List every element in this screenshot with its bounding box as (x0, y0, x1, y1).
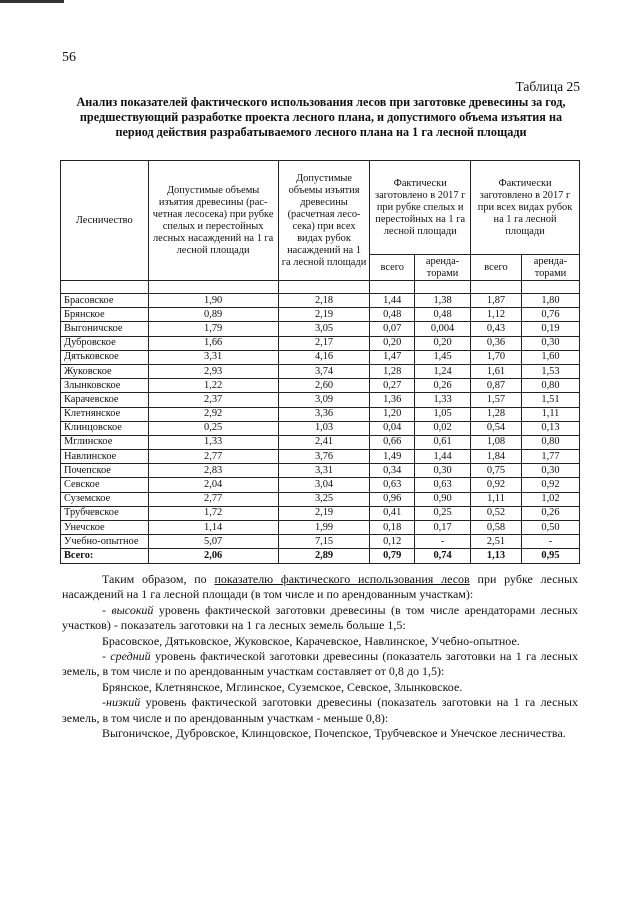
high-level-paragraph: - высокий уровень фактической заготовки древесины (в том числе арендаторами лесных участков) - показатель заготовки на 1 га лесных земель больше 1,5: (62, 602, 579, 633)
value-cell: 2,04 (148, 478, 278, 492)
forestry-name-cell: Унечское (61, 521, 149, 535)
value-cell: 3,04 (278, 478, 370, 492)
value-cell: 0,48 (370, 308, 415, 322)
value-cell: 0,41 (370, 506, 415, 520)
value-cell: 0,20 (370, 336, 415, 350)
value-cell: 1,12 (471, 308, 522, 322)
header-allowable-all: Допустимые объемы изъятия древесины (расчетная лесо-сека) при всех видах рубок насаждений на 1 га лесной площади (278, 161, 370, 281)
table-row (61, 294, 580, 308)
value-cell: 1,28 (370, 364, 415, 378)
page-number: 56 (62, 50, 76, 65)
value-cell: 1,28 (471, 407, 522, 421)
value-cell: 2,77 (148, 450, 278, 464)
forestry-name-cell: Учебно-опытное (61, 535, 149, 549)
forestry-name-cell: Брянское (61, 308, 149, 322)
value-cell: 1,60 (521, 350, 579, 364)
value-cell: 0,92 (471, 478, 522, 492)
value-cell: 1,05 (415, 407, 471, 421)
value-cell: 0,19 (521, 322, 579, 336)
value-cell: 2,92 (148, 407, 278, 421)
value-cell: 0,66 (370, 435, 415, 449)
forestry-table (60, 160, 580, 564)
forestry-name-cell: Выгоничское (61, 322, 149, 336)
value-cell: 3,05 (278, 322, 370, 336)
value-cell: 0,26 (415, 379, 471, 393)
value-cell: 2,06 (148, 549, 278, 563)
value-cell: 1,20 (370, 407, 415, 421)
value-cell: 4,16 (278, 350, 370, 364)
value-cell: 0,87 (471, 379, 522, 393)
value-cell: 0,25 (148, 421, 278, 435)
value-cell: 1,38 (415, 294, 471, 308)
value-cell: 2,83 (148, 464, 278, 478)
subheader-total: всего (471, 255, 522, 281)
value-cell: 7,15 (278, 535, 370, 549)
value-cell: 1,14 (148, 521, 278, 535)
spacer-row (61, 281, 580, 294)
forestry-name-cell: Клинцовское (61, 421, 149, 435)
table-row (61, 364, 580, 378)
scan-edge-line (0, 0, 64, 3)
table-row (61, 535, 580, 549)
value-cell: 2,17 (278, 336, 370, 350)
forestry-name-cell: Севское (61, 478, 149, 492)
forestry-name-cell: Навлинское (61, 450, 149, 464)
value-cell: 1,99 (278, 521, 370, 535)
table-row (61, 336, 580, 350)
value-cell: 1,24 (415, 364, 471, 378)
value-cell: 1,51 (521, 393, 579, 407)
value-cell: 3,09 (278, 393, 370, 407)
value-cell: 0,63 (370, 478, 415, 492)
forestry-name-cell: Почепское (61, 464, 149, 478)
forestry-name-cell: Брасовское (61, 294, 149, 308)
value-cell: 0,75 (471, 464, 522, 478)
forestry-name-cell: Мглинское (61, 435, 149, 449)
value-cell: 0,36 (471, 336, 522, 350)
total-row (61, 549, 580, 563)
value-cell: 0,80 (521, 435, 579, 449)
value-cell: 3,74 (278, 364, 370, 378)
value-cell: 1,90 (148, 294, 278, 308)
value-cell: 0,30 (521, 336, 579, 350)
value-cell: 1,44 (370, 294, 415, 308)
subheader-tenants: аренда-торами (415, 255, 471, 281)
forestry-name-cell: Всего: (61, 549, 149, 563)
value-cell: 0,61 (415, 435, 471, 449)
value-cell: 0,12 (370, 535, 415, 549)
value-cell: 1,84 (471, 450, 522, 464)
analysis-text (62, 572, 578, 741)
table-row (61, 506, 580, 520)
value-cell: 2,37 (148, 393, 278, 407)
value-cell: 0,76 (521, 308, 579, 322)
table-row (61, 421, 580, 435)
value-cell: 0,26 (521, 506, 579, 520)
value-cell: - (415, 535, 471, 549)
value-cell: 3,36 (278, 407, 370, 421)
value-cell: 1,33 (415, 393, 471, 407)
value-cell: - (521, 535, 579, 549)
table-row (61, 464, 580, 478)
value-cell: 5,07 (148, 535, 278, 549)
value-cell: 0,20 (415, 336, 471, 350)
table-row (61, 393, 580, 407)
value-cell: 0,80 (521, 379, 579, 393)
high-level-list: Брасовское, Дятьковское, Жуковское, Карачевское, Навлинское, Учебно-опытное. (102, 633, 520, 648)
value-cell: 0,79 (370, 549, 415, 563)
forestry-name-cell: Дубровское (61, 336, 149, 350)
value-cell: 0,27 (370, 379, 415, 393)
table-row (61, 521, 580, 535)
header-allowable-mature: Допустимые объемы изъятия древесины (рас-четная лесосека) при рубке спелых и перестойных лесных насаждений на 1 га лесной площади (148, 161, 278, 281)
value-cell: 1,45 (415, 350, 471, 364)
value-cell: 0,13 (521, 421, 579, 435)
value-cell: 0,04 (370, 421, 415, 435)
forestry-name-cell: Карачевское (61, 393, 149, 407)
value-cell: 0,74 (415, 549, 471, 563)
value-cell: 1,47 (370, 350, 415, 364)
value-cell: 1,02 (521, 492, 579, 506)
value-cell: 0,95 (521, 549, 579, 563)
value-cell: 1,49 (370, 450, 415, 464)
mid-level-paragraph: - средний уровень фактической заготовки древесины (показатель заготовки на 1 га лесных земель, в том числе и по арендованным участкам составляет от 0,8 до 1,5): (62, 649, 578, 679)
value-cell: 0,25 (415, 506, 471, 520)
value-cell: 0,52 (471, 506, 522, 520)
value-cell: 3,31 (278, 464, 370, 478)
value-cell: 1,36 (370, 393, 415, 407)
table-row (61, 435, 580, 449)
value-cell: 0,07 (370, 322, 415, 336)
table-row (61, 478, 580, 492)
value-cell: 2,19 (278, 506, 370, 520)
forestry-name-cell: Жуковское (61, 364, 149, 378)
value-cell: 0,34 (370, 464, 415, 478)
value-cell: 2,19 (278, 308, 370, 322)
value-cell: 1,13 (471, 549, 522, 563)
value-cell: 2,41 (278, 435, 370, 449)
value-cell: 0,54 (471, 421, 522, 435)
document-title: Анализ показателей фактического использования лесов при заготовке древесины за год, предшествующий разработке проекта лесного плана, и допустимого объема изъятия на период действия разрабатываемого лесного плана на 1 га лесной площади (76, 95, 566, 139)
intro-paragraph: Таким образом, по показателю фактического использования лесов при рубке лесных насаждений на 1 га лесной площади (в том числе и по арендованным участкам): (62, 572, 579, 602)
value-cell: 0,50 (521, 521, 579, 535)
subheader-tenants: аренда-торами (521, 255, 579, 281)
value-cell: 0,90 (415, 492, 471, 506)
header-forestry: Лесничество (61, 161, 149, 281)
value-cell: 1,77 (521, 450, 579, 464)
value-cell: 0,18 (370, 521, 415, 535)
value-cell: 0,89 (148, 308, 278, 322)
value-cell: 0,48 (415, 308, 471, 322)
value-cell: 1,11 (471, 492, 522, 506)
value-cell: 1,80 (521, 294, 579, 308)
value-cell: 2,51 (471, 535, 522, 549)
value-cell: 0,63 (415, 478, 471, 492)
value-cell: 1,57 (471, 393, 522, 407)
value-cell: 2,93 (148, 364, 278, 378)
value-cell: 0,92 (521, 478, 579, 492)
value-cell: 2,60 (278, 379, 370, 393)
value-cell: 2,18 (278, 294, 370, 308)
low-level-paragraph: -низкий уровень фактической заготовки древесины (показатель заготовки на 1 га лесных земель, в том числе и по арендованным участкам - меньше 0,8): (62, 695, 578, 725)
value-cell: 0,58 (471, 521, 522, 535)
value-cell: 1,70 (471, 350, 522, 364)
forestry-name-cell: Дятьковское (61, 350, 149, 364)
value-cell: 1,22 (148, 379, 278, 393)
forestry-name-cell: Клетнянское (61, 407, 149, 421)
value-cell: 2,89 (278, 549, 370, 563)
value-cell: 1,87 (471, 294, 522, 308)
table-row (61, 308, 580, 322)
value-cell: 1,11 (521, 407, 579, 421)
table-row (61, 450, 580, 464)
low-level-list: Выгоничское, Дубровское, Клинцовское, Почепское, Трубчевское и Унечское лесничества. (102, 726, 566, 741)
value-cell: 1,61 (471, 364, 522, 378)
mid-level-list: Брянское, Клетнянское, Мглинское, Суземское, Севское, Злынковское. (102, 679, 463, 694)
value-cell: 1,66 (148, 336, 278, 350)
value-cell: 0,02 (415, 421, 471, 435)
value-cell: 0,30 (521, 464, 579, 478)
value-cell: 3,76 (278, 450, 370, 464)
value-cell: 3,25 (278, 492, 370, 506)
value-cell: 0,17 (415, 521, 471, 535)
value-cell: 1,44 (415, 450, 471, 464)
value-cell: 0,43 (471, 322, 522, 336)
value-cell: 0,96 (370, 492, 415, 506)
table-row (61, 379, 580, 393)
value-cell: 1,03 (278, 421, 370, 435)
value-cell: 1,08 (471, 435, 522, 449)
header-actual-mature: Фактически заготовлено в 2017 г при рубке спелых и перестойных на 1 га лесной площади (370, 161, 471, 255)
forestry-name-cell: Злынковское (61, 379, 149, 393)
table-row (61, 492, 580, 506)
forestry-name-cell: Трубчевское (61, 506, 149, 520)
value-cell: 2,77 (148, 492, 278, 506)
value-cell: 0,004 (415, 322, 471, 336)
table-row (61, 350, 580, 364)
value-cell: 1,72 (148, 506, 278, 520)
table-row (61, 322, 580, 336)
value-cell: 1,33 (148, 435, 278, 449)
table-row (61, 407, 580, 421)
subheader-total: всего (370, 255, 415, 281)
value-cell: 0,30 (415, 464, 471, 478)
header-actual-all: Фактически заготовлено в 2017 г при всех видах рубок на 1 га лесной площади (471, 161, 580, 255)
value-cell: 1,53 (521, 364, 579, 378)
forestry-name-cell: Суземское (61, 492, 149, 506)
table-label: Таблица 25 (515, 79, 580, 94)
value-cell: 3,31 (148, 350, 278, 364)
value-cell: 1,79 (148, 322, 278, 336)
